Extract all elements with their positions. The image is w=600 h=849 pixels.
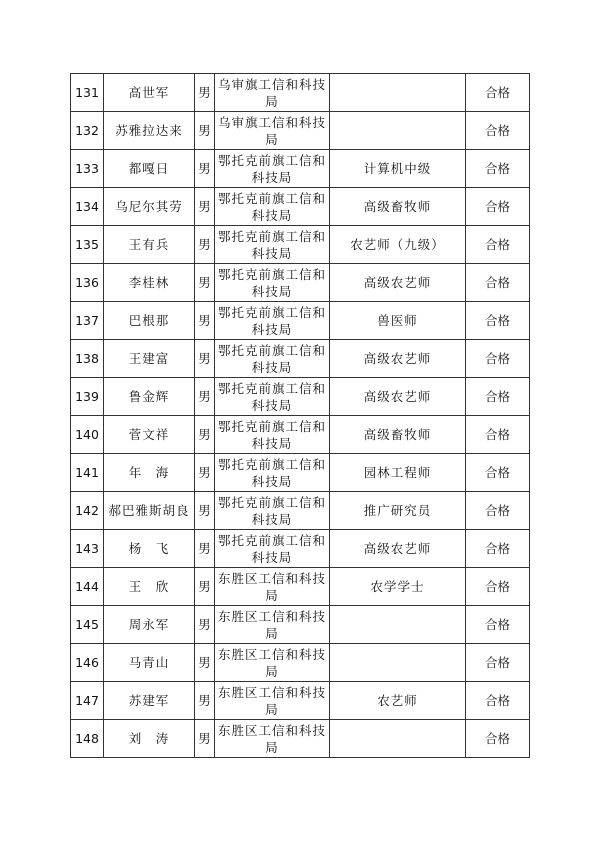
table-row — [71, 416, 530, 454]
gender: 男 — [195, 454, 215, 492]
table-row — [71, 340, 530, 378]
gender: 男 — [195, 492, 215, 530]
person-name: 刘 涛 — [104, 720, 195, 758]
work-unit: 东胜区工信和科技局 — [215, 644, 330, 682]
row-number: 147 — [71, 682, 104, 720]
work-unit: 鄂托克前旗工信和科技局 — [215, 530, 330, 568]
gender: 男 — [195, 150, 215, 188]
work-unit: 乌审旗工信和科技局 — [215, 112, 330, 150]
table-row — [71, 112, 530, 150]
review-result: 合格 — [466, 644, 530, 682]
review-result: 合格 — [466, 264, 530, 302]
person-name: 王有兵 — [104, 226, 195, 264]
gender: 男 — [195, 188, 215, 226]
gender: 男 — [195, 264, 215, 302]
review-result: 合格 — [466, 454, 530, 492]
row-number: 146 — [71, 644, 104, 682]
professional-title — [330, 644, 466, 682]
table-row — [71, 644, 530, 682]
row-number: 133 — [71, 150, 104, 188]
work-unit: 鄂托克前旗工信和科技局 — [215, 302, 330, 340]
person-name: 巴根那 — [104, 302, 195, 340]
work-unit: 鄂托克前旗工信和科技局 — [215, 454, 330, 492]
table-row — [71, 492, 530, 530]
professional-title: 农艺师 — [330, 682, 466, 720]
row-number: 137 — [71, 302, 104, 340]
person-name: 鲁金辉 — [104, 378, 195, 416]
work-unit: 东胜区工信和科技局 — [215, 606, 330, 644]
professional-title: 高级畜牧师 — [330, 188, 466, 226]
work-unit: 鄂托克前旗工信和科技局 — [215, 492, 330, 530]
review-result: 合格 — [466, 492, 530, 530]
person-name: 马青山 — [104, 644, 195, 682]
person-name: 苏建军 — [104, 682, 195, 720]
review-result: 合格 — [466, 378, 530, 416]
work-unit: 乌审旗工信和科技局 — [215, 74, 330, 112]
review-result: 合格 — [466, 74, 530, 112]
person-name: 都嘎日 — [104, 150, 195, 188]
review-result: 合格 — [466, 568, 530, 606]
professional-title: 农学学士 — [330, 568, 466, 606]
table-row — [71, 530, 530, 568]
professional-title: 高级农艺师 — [330, 264, 466, 302]
review-result: 合格 — [466, 188, 530, 226]
professional-title: 农艺师（九级） — [330, 226, 466, 264]
gender: 男 — [195, 302, 215, 340]
professional-title — [330, 112, 466, 150]
professional-title — [330, 74, 466, 112]
person-name: 王 欣 — [104, 568, 195, 606]
work-unit: 东胜区工信和科技局 — [215, 720, 330, 758]
row-number: 134 — [71, 188, 104, 226]
professional-title: 园林工程师 — [330, 454, 466, 492]
professional-title: 高级农艺师 — [330, 340, 466, 378]
professional-title: 高级农艺师 — [330, 530, 466, 568]
review-result: 合格 — [466, 720, 530, 758]
person-name: 王建富 — [104, 340, 195, 378]
table-row — [71, 226, 530, 264]
row-number: 136 — [71, 264, 104, 302]
work-unit: 鄂托克前旗工信和科技局 — [215, 340, 330, 378]
work-unit: 鄂托克前旗工信和科技局 — [215, 378, 330, 416]
table-row — [71, 568, 530, 606]
gender: 男 — [195, 644, 215, 682]
work-unit: 鄂托克前旗工信和科技局 — [215, 188, 330, 226]
row-number: 131 — [71, 74, 104, 112]
work-unit: 鄂托克前旗工信和科技局 — [215, 416, 330, 454]
table-row — [71, 454, 530, 492]
row-number: 145 — [71, 606, 104, 644]
row-number: 138 — [71, 340, 104, 378]
review-result: 合格 — [466, 302, 530, 340]
table-row — [71, 682, 530, 720]
row-number: 135 — [71, 226, 104, 264]
row-number: 144 — [71, 568, 104, 606]
gender: 男 — [195, 416, 215, 454]
person-name: 菅文祥 — [104, 416, 195, 454]
person-name: 苏雅拉达来 — [104, 112, 195, 150]
review-result: 合格 — [466, 226, 530, 264]
row-number: 139 — [71, 378, 104, 416]
review-result: 合格 — [466, 606, 530, 644]
work-unit: 东胜区工信和科技局 — [215, 682, 330, 720]
gender: 男 — [195, 74, 215, 112]
gender: 男 — [195, 226, 215, 264]
review-result: 合格 — [466, 530, 530, 568]
gender: 男 — [195, 530, 215, 568]
gender: 男 — [195, 112, 215, 150]
review-result: 合格 — [466, 682, 530, 720]
table-row — [71, 150, 530, 188]
row-number: 132 — [71, 112, 104, 150]
person-name: 周永军 — [104, 606, 195, 644]
work-unit: 鄂托克前旗工信和科技局 — [215, 264, 330, 302]
table-row — [71, 606, 530, 644]
gender: 男 — [195, 340, 215, 378]
row-number: 141 — [71, 454, 104, 492]
person-name: 高世军 — [104, 74, 195, 112]
table-row — [71, 188, 530, 226]
row-number: 148 — [71, 720, 104, 758]
professional-title — [330, 606, 466, 644]
row-number: 143 — [71, 530, 104, 568]
professional-title: 高级农艺师 — [330, 378, 466, 416]
professional-title: 兽医师 — [330, 302, 466, 340]
gender: 男 — [195, 682, 215, 720]
gender: 男 — [195, 720, 215, 758]
review-result: 合格 — [466, 112, 530, 150]
row-number: 140 — [71, 416, 104, 454]
row-number: 142 — [71, 492, 104, 530]
work-unit: 鄂托克前旗工信和科技局 — [215, 150, 330, 188]
work-unit: 鄂托克前旗工信和科技局 — [215, 226, 330, 264]
table-row — [71, 74, 530, 112]
roster-body — [71, 74, 530, 758]
table-row — [71, 720, 530, 758]
professional-title: 计算机中级 — [330, 150, 466, 188]
person-name: 杨 飞 — [104, 530, 195, 568]
table-row — [71, 302, 530, 340]
gender: 男 — [195, 606, 215, 644]
person-name: 年 海 — [104, 454, 195, 492]
roster-table — [70, 73, 530, 758]
table-row — [71, 264, 530, 302]
person-name: 乌尼尔其劳 — [104, 188, 195, 226]
work-unit: 东胜区工信和科技局 — [215, 568, 330, 606]
review-result: 合格 — [466, 340, 530, 378]
review-result: 合格 — [466, 416, 530, 454]
review-result: 合格 — [466, 150, 530, 188]
person-name: 李桂林 — [104, 264, 195, 302]
professional-title — [330, 720, 466, 758]
professional-title: 高级畜牧师 — [330, 416, 466, 454]
gender: 男 — [195, 568, 215, 606]
gender: 男 — [195, 378, 215, 416]
person-name: 郝巴雅斯胡良 — [104, 492, 195, 530]
table-row — [71, 378, 530, 416]
professional-title: 推广研究员 — [330, 492, 466, 530]
